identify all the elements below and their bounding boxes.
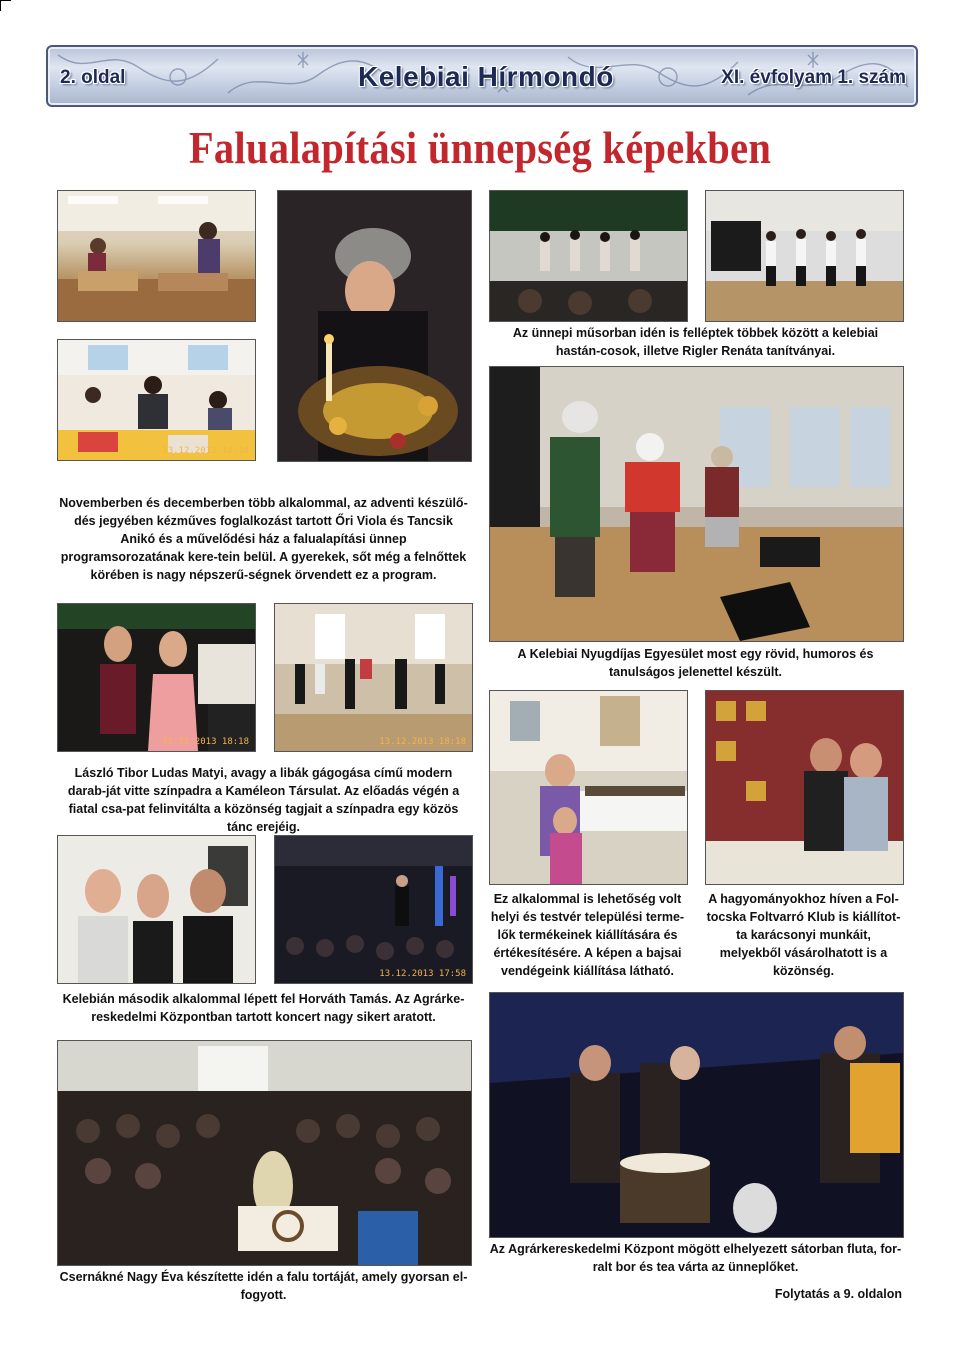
caption-exhibition: Ez alkalommal is lehetőség volt helyi és testvér települési terme-lők termékeinek kiállítására és értékesítésére. A képen a bajsai vendégeink kiállítása látható. xyxy=(490,892,685,978)
photo-theatre-girls xyxy=(57,603,256,752)
photo-timestamp: 13.12.2013 18:18 xyxy=(162,446,249,456)
caption-tent: Az Agrárkereskedelmi Központ mögött elhelyezett sátorban fluta, for-ralt bor és tea várta az ünneplőket. xyxy=(489,1242,902,1274)
photo-pensioners-stage xyxy=(489,366,904,642)
photo-cake-crowd xyxy=(57,1040,472,1266)
photo-singer-fans xyxy=(57,835,256,984)
caption-pensioners: A Kelebiai Nyugdíjas Egyesület most egy rövid, humoros és tanulságos jelenettel készült. xyxy=(517,647,874,679)
page-title: Falualapítási ünnepség képekben xyxy=(188,123,772,173)
page-number: 2. oldal xyxy=(60,67,126,88)
photo-crafts-table xyxy=(57,339,256,461)
page-header-banner xyxy=(46,45,918,107)
photo-patchwork xyxy=(705,690,904,885)
crop-mark xyxy=(0,0,11,11)
photo-timestamp: 12.12.2013 18:18 xyxy=(162,737,249,747)
newspaper-title: Kelebiai Hírmondó xyxy=(358,61,614,92)
caption-dancers: Az ünnepi műsorban idén is felléptek többek között a kelebiai hastán-cosok, illetve Rigler Renáta tanítványai. xyxy=(512,326,879,358)
photo-crafts-room xyxy=(57,190,256,322)
photo-timestamp: 13.12.2013 17:58 xyxy=(379,969,466,979)
photo-exhibition-girl xyxy=(489,690,688,885)
caption-cake: Csernákné Nagy Éva készítette idén a falu tortáját, amely gyorsan el-fogyott. xyxy=(59,1270,468,1302)
photo-timestamp: 13.12.2013 18:18 xyxy=(379,737,466,747)
caption-crafts: Novemberben és decemberben több alkalommal, az adventi készülő-dés jegyében kézműves foglalkozást tartott Őri Viola és Tancsik Anikó és a művelődési ház a falualapítási ünnep programsorozatának kere-tein belül. A gyerekek, sőt még a felnőttek körében is nagy népszerű-ségnek örvendett ez a program. xyxy=(59,496,468,582)
photo-concert-stage xyxy=(274,835,473,984)
photo-theatre-dance xyxy=(274,603,473,752)
caption-concert: Kelebián második alkalommal lépett fel Horváth Tamás. Az Agrárke-reskedelmi Központban tartott koncert nagy sikert aratott. xyxy=(62,992,465,1024)
caption-patchwork: A hagyományokhoz híven a Fol-tocska Foltvarró Klub is kiállítot-ta karácsonyi munkáit, melyekből vásárolhatott is a közönség. xyxy=(706,892,901,978)
continued-note: Folytatás a 9. oldalon xyxy=(774,1287,902,1301)
caption-theatre: László Tibor Ludas Matyi, avagy a libák gágogása című modern darab-ját vitte színpadra a Kaméleon Társulat. Az előadás végén a fiatal csa-pat felinvitálta a közönség tagjait a színpadra egy közös tánc erejéig. xyxy=(67,766,460,834)
photo-tent-pot xyxy=(489,992,904,1238)
photo-woman-wreath xyxy=(277,190,472,462)
photo-dancers-1 xyxy=(489,190,688,322)
photo-dancers-2 xyxy=(705,190,904,322)
issue-label: XI. évfolyam 1. szám xyxy=(721,67,906,88)
